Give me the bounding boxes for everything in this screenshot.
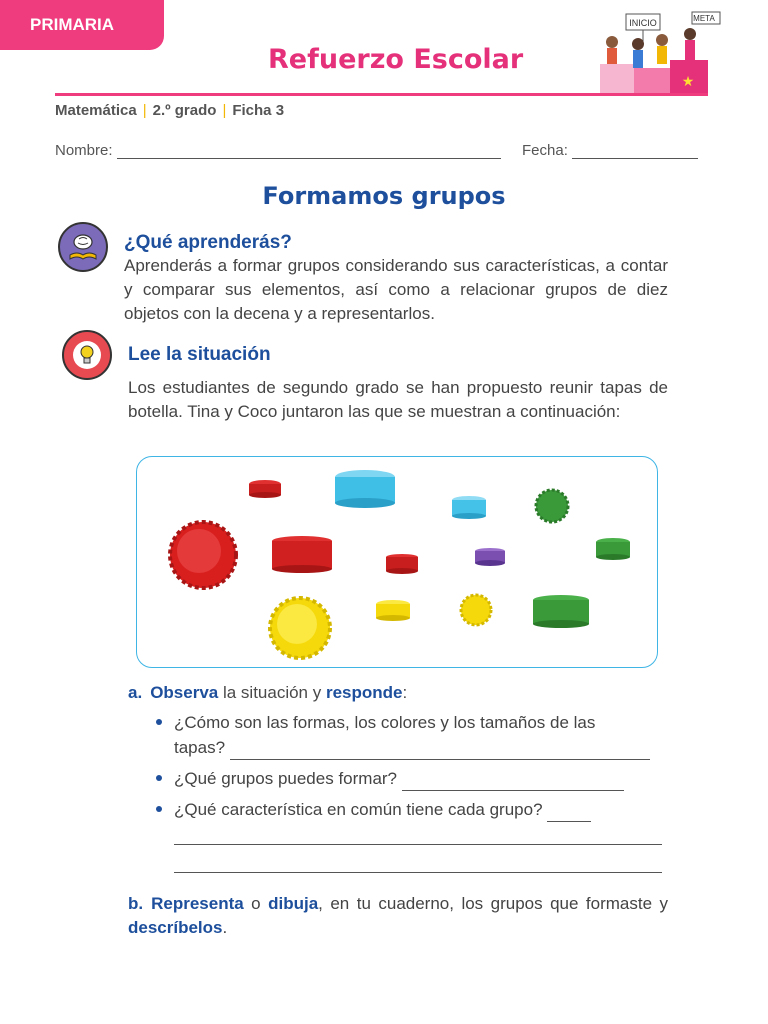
- q1-line1: ¿Cómo son las formas, los colores y los tamaños de las: [174, 713, 596, 732]
- name-input-line[interactable]: [117, 144, 501, 159]
- learn-icon-badge: [58, 222, 108, 272]
- q3-answer-line-3[interactable]: [174, 872, 662, 873]
- cap-cyan-large: [335, 470, 395, 508]
- q1-answer-line[interactable]: [230, 743, 650, 760]
- cap-yellow-crown-small: [461, 595, 491, 625]
- date-input-line[interactable]: [572, 144, 698, 159]
- part-a-letter: a.: [128, 683, 143, 702]
- part-b-t2: , en tu cuaderno, los grupos que formaste y: [318, 894, 668, 913]
- q1-line2: tapas?: [174, 738, 226, 757]
- situation-text: Los estudiantes de segundo grado se han propuesto reunir tapas de botella. Tina y Coco juntaron las que se muestran a continuación:: [128, 378, 668, 421]
- question-1: [156, 710, 668, 760]
- name-label: Nombre:: [55, 142, 113, 159]
- cap-purple: [475, 548, 505, 566]
- badge-label: PRIMARIA: [30, 15, 115, 34]
- lightbulb-icon: [70, 338, 104, 372]
- cap-yellow-crown-large: [270, 598, 330, 658]
- kw-observa: Observa: [150, 683, 219, 702]
- cap-red-small-2: [386, 554, 418, 574]
- page-title: Formamos grupos: [262, 182, 506, 210]
- inicio-sign: INICIO: [629, 18, 657, 28]
- cap-red-small-1: [249, 480, 281, 498]
- children-race-illustration: [590, 6, 715, 94]
- q3-answer-line-2[interactable]: [174, 844, 662, 845]
- brain-book-icon: [65, 229, 101, 265]
- cap-red-crown-large: [170, 522, 236, 588]
- star-icon: ★: [681, 73, 695, 89]
- situation-heading: Lee la situación: [128, 344, 271, 365]
- question-2: [156, 766, 668, 791]
- date-label: Fecha:: [522, 142, 568, 159]
- meta-sign: META: [693, 14, 715, 23]
- q2-text: ¿Qué grupos puedes formar?: [174, 769, 398, 788]
- part-b-instruction: [128, 892, 668, 940]
- cap-green-small: [596, 538, 630, 560]
- bullet-dot: [156, 806, 162, 812]
- learn-text: Aprenderás a formar grupos considerando sus características, a contar y comparar sus elementos, así como a relacionar grupos de diez objetos con la decena y a representarlos.: [124, 256, 668, 323]
- kw-representa: Representa: [151, 894, 244, 913]
- kw-responde: responde: [325, 683, 403, 702]
- part-b-t1: o: [243, 894, 269, 913]
- date-field: [522, 142, 698, 159]
- part-b-t3: .: [222, 918, 228, 937]
- grade: 2.º grado: [152, 102, 217, 119]
- q3-answer-line[interactable]: [547, 805, 591, 822]
- bullet-dot: [156, 719, 162, 725]
- header-divider: [55, 93, 708, 96]
- bottle-caps-box: [136, 456, 658, 668]
- part-a-instruction: [128, 683, 407, 703]
- bullet-dot: [156, 775, 162, 781]
- sheet-number: Ficha 3: [232, 102, 285, 119]
- cap-yellow-small: [376, 600, 410, 621]
- cap-red-medium: [272, 536, 332, 573]
- cap-green-round-1: [536, 490, 568, 522]
- bottle-caps-illustration: [137, 457, 659, 669]
- part-a-end: :: [402, 683, 408, 702]
- kw-describelos: descríbelos: [128, 918, 223, 937]
- subject: Matemática: [55, 102, 137, 119]
- learn-heading: ¿Qué aprenderás?: [124, 232, 292, 253]
- q2-answer-line[interactable]: [402, 774, 624, 791]
- question-3: [156, 797, 668, 822]
- brand-title: Refuerzo Escolar: [268, 44, 524, 75]
- q3-text: ¿Qué característica en común tiene cada grupo?: [174, 800, 543, 819]
- sheet-meta: Matemática | 2.º grado | Ficha 3: [55, 102, 285, 119]
- kw-dibuja: dibuja: [268, 894, 319, 913]
- name-field: [55, 142, 501, 159]
- primaria-badge: [0, 0, 164, 50]
- cap-cyan-small: [452, 496, 486, 519]
- part-a-mid: la situación y: [218, 683, 326, 702]
- cap-green-large: [533, 595, 589, 628]
- situation-icon-badge: [62, 330, 112, 380]
- part-b-letter: b.: [128, 894, 144, 913]
